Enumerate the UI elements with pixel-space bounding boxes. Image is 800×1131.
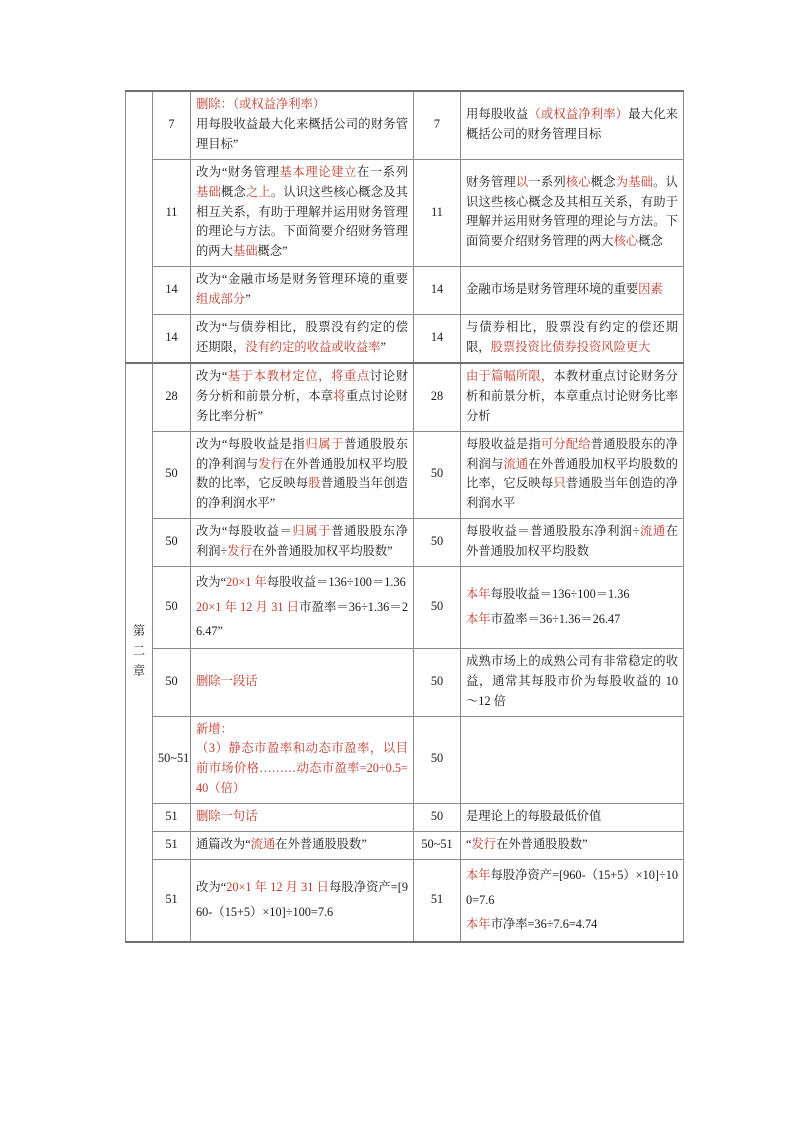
old-page-number: 50: [153, 519, 191, 567]
new-page-number: 50: [414, 716, 461, 804]
table-row: [126, 567, 684, 649]
revision-highlight-text: 发行: [258, 456, 284, 471]
original-revision-text: [191, 519, 414, 567]
original-revision-text: [191, 431, 414, 519]
revision-plain-text: 一系列: [528, 174, 566, 189]
new-page-number: 50: [414, 431, 461, 519]
revision-highlight-text: 组成部分: [196, 292, 246, 307]
table-row: [126, 363, 684, 431]
revision-highlight-text: 基础: [232, 244, 258, 259]
updated-content-text: [461, 267, 684, 315]
revision-plain-text: 普通股当年创造的净利润水平: [466, 476, 678, 511]
old-page-number: 51: [153, 832, 191, 860]
original-revision-text: [191, 716, 414, 804]
revision-plain-text: 每股收益＝136÷100＝1.36: [266, 575, 406, 590]
revision-highlight-text: 基于本教材定位，将重点: [227, 368, 370, 383]
revision-highlight-text: 由于篇幅所限，: [466, 368, 554, 383]
old-page-number: 14: [153, 267, 191, 315]
revision-highlight-text: 核心: [613, 234, 639, 249]
old-page-number: 50: [153, 567, 191, 649]
revision-highlight-text: 本年: [466, 867, 491, 882]
revision-plain-text: 在外普通股加权平均股数: [466, 524, 678, 559]
table-row: [126, 859, 684, 941]
revision-highlight-text: 20×1 年 12 月 31 日: [226, 880, 329, 895]
errata-table-body: [126, 91, 684, 942]
original-revision-text: [191, 267, 414, 315]
revision-plain-text: ”: [380, 339, 386, 354]
revision-highlight-text: 归属于: [305, 436, 345, 451]
table-row: [126, 315, 684, 363]
revision-plain-text: 讨论财务分析和前景分析，本章: [196, 368, 408, 403]
revision-plain-text: 财务管理: [466, 174, 516, 189]
old-page-number: 50: [153, 648, 191, 716]
new-page-number: 50: [414, 648, 461, 716]
revision-highlight-text: 股票投资比债券投资风险更大: [490, 339, 651, 354]
original-revision-text: [191, 363, 414, 431]
new-page-number: 28: [414, 363, 461, 431]
errata-table-wrap: [125, 90, 683, 943]
revision-plain-text: 改为“: [196, 880, 227, 895]
old-page-number: 50: [153, 431, 191, 519]
updated-content-text: [461, 716, 684, 804]
revision-highlight-text: 20×1 年 12 月 31 日: [196, 599, 300, 614]
revision-highlight-text: 核心: [565, 174, 591, 189]
old-page-number: 7: [153, 91, 191, 159]
new-page-number: 14: [414, 267, 461, 315]
revision-plain-text: 普通股股东的净利润与: [196, 436, 408, 471]
table-row: [126, 804, 684, 832]
chapter-label-cell: [126, 91, 153, 363]
revision-plain-text: 普通股股东净利润÷: [196, 524, 408, 559]
revision-plain-text: 市盈率＝36÷1.36＝26.47”: [196, 599, 408, 639]
original-revision-text: [191, 315, 414, 363]
revision-highlight-text: （3）静态市盈率和动态市盈率，以目前市场价格………动态市盈率=20÷0.5=40（倍）: [196, 741, 408, 796]
revision-plain-text: 普通股股东的净利润与: [466, 436, 678, 471]
revision-highlight-text: 删除一段话: [196, 673, 258, 688]
original-revision-text: [191, 91, 414, 159]
revision-plain-text: 改为“财务管理: [196, 164, 280, 179]
updated-content-text: [461, 159, 684, 267]
revision-plain-text: 。认识这些核心概念及其相互关系，有助于理解并运用财务管理的理论与方法。下面简要介绍财务管理的两大: [196, 184, 408, 259]
revision-plain-text: 是理论上的每股最低价值: [466, 809, 602, 824]
revision-plain-text: 改为“: [196, 368, 228, 383]
updated-content-text: [461, 363, 684, 431]
chapter-label-cell: [126, 363, 153, 942]
revision-plain-text: 每股净资产=[960-（15+5）×10]÷100=7.6: [196, 880, 408, 919]
table-row: [126, 431, 684, 519]
revision-highlight-text: 没有约定的收益或收益率: [245, 339, 381, 354]
new-page-number: 50: [414, 567, 461, 649]
revision-highlight-text: 股: [308, 476, 321, 491]
revision-highlight-text: 可分配给: [540, 436, 591, 451]
updated-content-text: [461, 832, 684, 860]
table-row: [126, 519, 684, 567]
revision-plain-text: 在外普通股加权平均股数的比率，它反映每: [196, 456, 408, 491]
revision-highlight-text: 因素: [638, 282, 663, 297]
revision-plain-text: ”: [245, 292, 251, 307]
revision-highlight-text: 将: [333, 388, 346, 403]
revision-highlight-text: 流通: [503, 456, 529, 471]
revision-plain-text: 改为“与债券相比，股票没有约定的偿还期限，: [196, 320, 408, 354]
updated-content-text: [461, 859, 684, 941]
updated-content-text: [461, 567, 684, 649]
new-page-number: 50: [414, 804, 461, 832]
table-row: [126, 832, 684, 860]
old-page-number: 50~51: [153, 716, 191, 804]
revision-highlight-text: 流通: [639, 524, 666, 539]
revision-highlight-text: 流通: [250, 837, 276, 852]
original-revision-text: [191, 159, 414, 267]
updated-content-text: [461, 91, 684, 159]
revision-plain-text: 最大化来概括公司的财务管理目标: [466, 106, 678, 141]
revision-plain-text: 概念: [590, 174, 616, 189]
new-page-number: 14: [414, 315, 461, 363]
chapter-label-char: 章: [132, 663, 146, 678]
revision-plain-text: 改为“每股收益＝: [196, 524, 293, 539]
new-page-number: 11: [414, 159, 461, 267]
revision-highlight-text: 20×1 年: [226, 575, 267, 590]
original-revision-text: [191, 859, 414, 941]
revision-highlight-text: 基础: [196, 184, 221, 199]
revision-plain-text: 改为“: [196, 575, 227, 590]
revision-highlight-text: （或权益净利率）: [528, 106, 629, 121]
errata-table: [125, 90, 684, 943]
revision-plain-text: 用每股收益: [466, 106, 529, 121]
revision-plain-text: 在外普通股股数”: [275, 837, 367, 852]
revision-plain-text: 与债券相比，股票没有约定的偿还期限，: [466, 320, 678, 354]
revision-highlight-text: 基本理论建立: [279, 164, 357, 179]
updated-content-text: [461, 648, 684, 716]
table-row: [126, 716, 684, 804]
revision-plain-text: 成熟市场上的成熟公司有非常稳定的收益，通常其每股市价为每股收益的 10～12 倍: [466, 653, 678, 708]
revision-highlight-text: 删除：（或权益净利率）: [196, 97, 326, 111]
old-page-number: 11: [153, 159, 191, 267]
table-row: [126, 91, 684, 159]
revision-plain-text: 本教材重点讨论财务分析和前景分析，本章重点讨论财务比率分析: [466, 368, 678, 423]
revision-plain-text: 金融市场是财务管理环境的重要: [466, 282, 639, 297]
revision-highlight-text: 发行: [227, 544, 252, 559]
revision-plain-text: 每股收益是指: [466, 436, 541, 451]
updated-content-text: [461, 431, 684, 519]
revision-highlight-text: 之上: [245, 184, 271, 199]
old-page-number: 28: [153, 363, 191, 431]
revision-plain-text: 市盈率＝36÷1.36＝26.47: [490, 611, 621, 626]
original-revision-text: [191, 648, 414, 716]
revision-highlight-text: 本年: [466, 611, 491, 626]
updated-content-text: [461, 315, 684, 363]
revision-plain-text: 普通股当年创造的净利润水平”: [196, 476, 408, 511]
revision-highlight-text: 只: [553, 476, 566, 491]
revision-plain-text: 每股收益＝普通股股东净利润÷: [466, 524, 640, 539]
table-row: [126, 267, 684, 315]
original-revision-text: [191, 567, 414, 649]
original-revision-text: [191, 804, 414, 832]
revision-plain-text: 用每股收益最大化来概括公司的财务管理目标”: [196, 116, 408, 151]
revision-highlight-text: 本年: [466, 917, 491, 932]
revision-highlight-text: 本年: [466, 587, 491, 602]
revision-highlight-text: 新增：: [196, 721, 233, 736]
revision-plain-text: 概念: [638, 234, 663, 249]
revision-plain-text: 概念”: [257, 244, 288, 259]
revision-plain-text: 改为“每股收益是指: [196, 436, 306, 451]
revision-plain-text: 每股收益＝136÷100＝1.36: [490, 587, 630, 602]
revision-plain-text: 在外普通股加权平均股数的比率，它反映每: [466, 456, 678, 491]
table-row: [126, 648, 684, 716]
revision-plain-text: “: [466, 837, 472, 852]
revision-plain-text: 重点讨论财务比率分析”: [196, 388, 408, 423]
new-page-number: 50: [414, 519, 461, 567]
old-page-number: 14: [153, 315, 191, 363]
revision-plain-text: 改为“金融市场是财务管理环境的重要: [196, 272, 408, 287]
revision-plain-text: 通篇改为“: [196, 837, 251, 852]
revision-highlight-text: 为基础: [615, 174, 654, 189]
updated-content-text: [461, 519, 684, 567]
revision-plain-text: 在一系列: [356, 164, 408, 179]
revision-plain-text: 在外普通股股数”: [496, 837, 588, 852]
new-page-number: 51: [414, 859, 461, 941]
revision-highlight-text: 以: [515, 174, 529, 189]
revision-highlight-text: 发行: [471, 837, 497, 852]
updated-content-text: [461, 804, 684, 832]
revision-plain-text: 。认识这些核心概念及其相互关系，有助于理解并运用财务管理的理论与方法。下面简要介绍财务管理的两大: [466, 174, 678, 249]
table-row: [126, 159, 684, 267]
chapter-label-char: 第: [132, 623, 146, 638]
new-page-number: 50~51: [414, 832, 461, 860]
revision-plain-text: 在外普通股加权平均股数”: [251, 544, 393, 559]
revision-highlight-text: 删除一句话: [196, 809, 258, 824]
revision-plain-text: 市净率=36÷7.6=4.74: [490, 917, 598, 932]
revision-highlight-text: 归属于: [292, 524, 332, 539]
old-page-number: 51: [153, 859, 191, 941]
original-revision-text: [191, 832, 414, 860]
old-page-number: 51: [153, 804, 191, 832]
new-page-number: 7: [414, 91, 461, 159]
revision-plain-text: 每股净资产=[960-（15+5）×10]÷100=7.6: [466, 867, 679, 907]
revision-plain-text: 概念: [220, 184, 246, 199]
chapter-label-char: 二: [132, 643, 146, 658]
